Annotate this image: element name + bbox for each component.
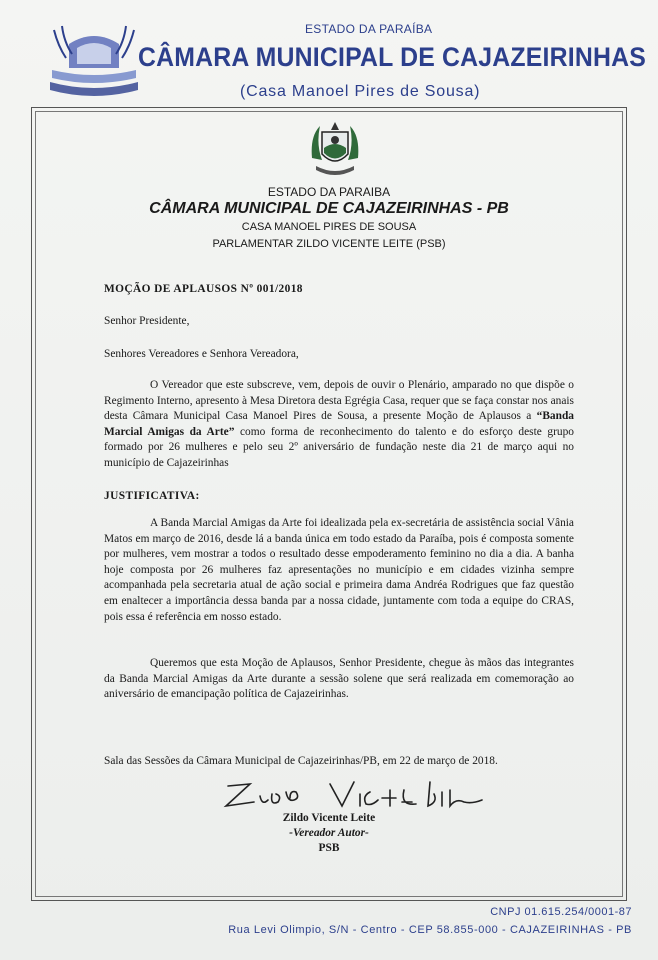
coat-of-arms: [306, 118, 364, 182]
letterhead-house-name: (Casa Manoel Pires de Sousa): [240, 83, 481, 100]
paragraph-justification: A Banda Marcial Amigas da Arte foi idealizada pela ex-secretária de assistência social Vânia Matos em março de 2016, desde lá a banda única em todo estado da Paraíba, pois é composta somente por mulheres, vem mostrar a todos o resultado desse empoderamento feminino no dia a dia. A banha hoje composta por 26 mulheres faz apresentações no município e em cidades vizinha sempre acompanhada pela secretaria atual de ação social e primeira dama Andréa Rodrigues que faz questão em enaltecer a importância dessa banda par a nossa cidade, juntamente com toda a equipe do CRAS, pois essa é referência em nosso estado.: [104, 517, 574, 623]
header-house-name: CASA MANOEL PIRES DE SOUSA: [241, 221, 417, 233]
justification-heading: JUSTIFICATIVA:: [104, 490, 200, 502]
handwritten-signature: [220, 772, 500, 812]
paragraph-conclusion: Queremos que esta Moção de Aplausos, Senhor Presidente, chegue às mãos das integrantes da Banda Marcial Amigas da Arte durante a sessão solene que será realizada em comemoração ao aniversário de emancipação política de Cajazeirinhas.: [104, 657, 574, 701]
footer-cnpj: CNPJ 01.615.254/0001-87: [490, 906, 632, 918]
motion-title: MOÇÃO DE APLAUSOS Nº 001/2018: [104, 283, 303, 295]
paragraph-request-part-1: O Vereador que este subscreve, vem, depois de ouvir o Plenário, amparado no que dispõe o Regimento Interno, apresento à Mesa Diretora desta Egrégia Casa, requer que se faça constar nos anais desta Câmara Municipal Casa Manoel Pires de Sousa, a presente Moção de Aplausos a: [104, 379, 574, 423]
band-name: “Banda Marcial Amigas da Arte”: [104, 410, 574, 438]
paragraph-request-part-2: como forma de reconhecimento do talento e do esforço deste grupo formado por 26 mulheres e pelo seu 2º aniversário de fundação neste dia 21 de março aqui no município de Cajazeirinhas: [104, 425, 574, 469]
greeting-president: Senhor Presidente,: [104, 315, 190, 327]
footer-address: Rua Levi Olimpio, S/N - Centro - CEP 58.855-000 - CAJAZEIRINHAS - PB: [228, 924, 632, 936]
signer-role: -Vereador Autor-: [289, 827, 369, 839]
letterhead-chamber-name: CÂMARA MUNICIPAL DE CAJAZEIRINHAS: [138, 42, 646, 72]
header-chamber-name: CÂMARA MUNICIPAL DE CAJAZEIRINHAS - PB: [149, 200, 509, 217]
header-state: ESTADO DA PARAIBA: [267, 185, 391, 199]
letterhead-state: ESTADO DA PARAÍBA: [305, 22, 433, 36]
signer-name: Zildo Vicente Leite: [282, 812, 376, 824]
header-parliamentarian: PARLAMENTAR ZILDO VICENTE LEITE (PSB): [212, 238, 446, 250]
signer-party: PSB: [318, 842, 340, 854]
closing-line: Sala das Sessões da Câmara Municipal de Cajazeirinhas/PB, em 22 de março de 2018.: [104, 755, 498, 767]
paragraph-request: [104, 378, 574, 472]
greeting-councillors: Senhores Vereadores e Senhora Vereadora,: [104, 348, 299, 360]
chamber-logo: [44, 20, 144, 98]
